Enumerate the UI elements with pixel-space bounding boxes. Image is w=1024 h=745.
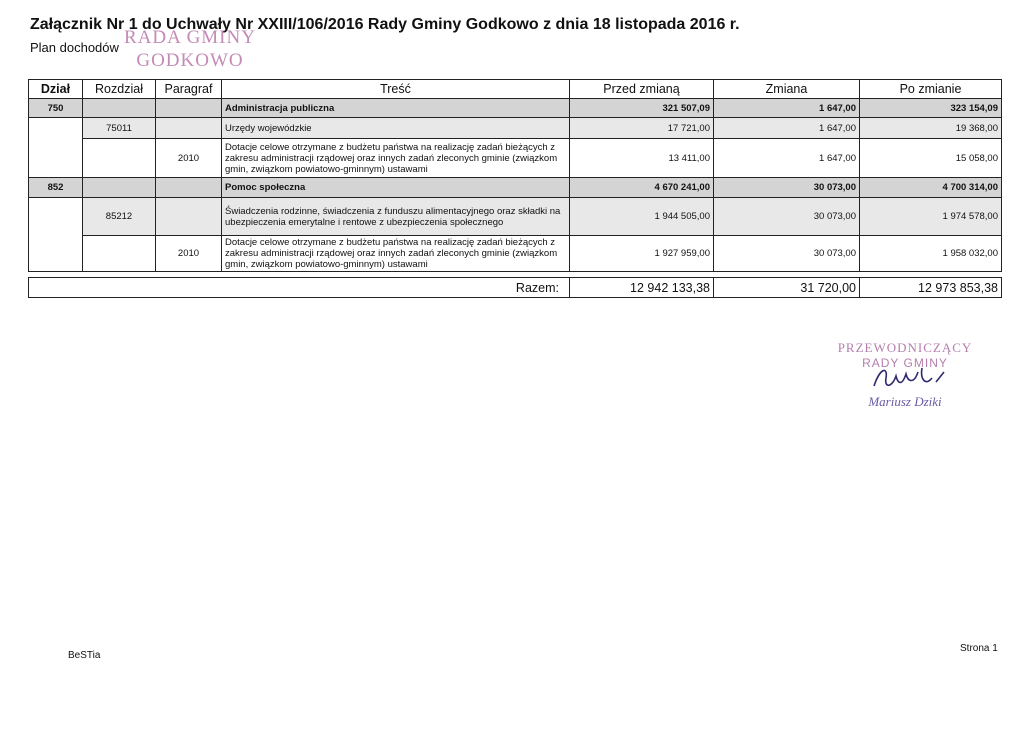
cell-przed: 13 411,00 (570, 139, 714, 178)
signature (870, 362, 950, 394)
stamp-chairman-line: PRZEWODNICZĄCY (837, 340, 973, 355)
cell-zmiana: 1 647,00 (714, 99, 860, 118)
cell-rozdzial: 85212 (83, 198, 156, 236)
cell-tresc: Urzędy wojewódzkie (222, 118, 570, 139)
cell-dzial: 750 (29, 99, 83, 118)
cell-zmiana: 1 647,00 (714, 139, 860, 178)
table-row (29, 118, 1002, 139)
cell-przed: 321 507,09 (570, 99, 714, 118)
cell-tresc: Dotacje celowe otrzymane z budżetu państwa na realizację zadań bieżących z zakresu administracji rządowej oraz innych zadań zleconych gminie (związkom gmin, związkom powiatowo-gminnym) ustawami (222, 236, 570, 272)
table-row (29, 236, 1002, 272)
cell-dzial (29, 198, 83, 272)
header-paragraf: Paragraf (156, 80, 222, 99)
page-number: Strona 1 (960, 643, 998, 654)
cell-zmiana: 30 073,00 (714, 198, 860, 236)
summary-zmiana: 31 720,00 (714, 278, 860, 298)
cell-rozdzial: 75011 (83, 118, 156, 139)
summary-przed: 12 942 133,38 (570, 278, 714, 298)
table-header-row (29, 80, 1002, 99)
cell-przed: 1 927 959,00 (570, 236, 714, 272)
cell-po: 4 700 314,00 (860, 178, 1002, 198)
cell-tresc: Pomoc społeczna (222, 178, 570, 198)
footer-software-name: BeSTia (68, 650, 101, 661)
summary-row (29, 278, 1002, 298)
cell-przed: 17 721,00 (570, 118, 714, 139)
table-row (29, 198, 1002, 236)
cell-paragraf (156, 118, 222, 139)
table-row (29, 99, 1002, 118)
summary-po: 12 973 853,38 (860, 278, 1002, 298)
cell-po: 1 958 032,00 (860, 236, 1002, 272)
cell-zmiana: 30 073,00 (714, 178, 860, 198)
cell-tresc: Administracja publiczna (222, 99, 570, 118)
header-tresc: Treść (222, 80, 570, 99)
summary-label: Razem: (29, 278, 570, 298)
cell-przed: 4 670 241,00 (570, 178, 714, 198)
table-row (29, 178, 1002, 198)
cell-paragraf: 2010 (156, 236, 222, 272)
cell-po: 19 368,00 (860, 118, 1002, 139)
cell-po: 1 974 578,00 (860, 198, 1002, 236)
header-po-zmianie: Po zmianie (860, 80, 1002, 99)
cell-tresc: Świadczenia rodzinne, świadczenia z funduszu alimentacyjnego oraz składki na ubezpieczenia emerytalne i rentowe z ubezpieczenia społecznego (222, 198, 570, 236)
header-przed-zmiana: Przed zmianą (570, 80, 714, 99)
document-title: Załącznik Nr 1 do Uchwały Nr XXIII/106/2016 Rady Gminy Godkowo z dnia 18 listopada 2016 r. (30, 16, 740, 33)
stamp-line-2: GODKOWO (136, 50, 244, 71)
council-stamp (100, 26, 280, 72)
income-plan-table (28, 79, 1002, 272)
stamp-line-1: RADA GMINY (124, 27, 256, 48)
cell-zmiana: 30 073,00 (714, 236, 860, 272)
cell-paragraf: 2010 (156, 139, 222, 178)
cell-zmiana: 1 647,00 (714, 118, 860, 139)
cell-paragraf (156, 198, 222, 236)
cell-paragraf (156, 178, 222, 198)
cell-paragraf (156, 99, 222, 118)
stamp-name: Mariusz Dziki (868, 394, 942, 409)
summary-table (28, 277, 1002, 298)
cell-po: 323 154,09 (860, 99, 1002, 118)
stamp-council-line: RADY GMINY (862, 356, 948, 370)
header-rozdzial: Rozdział (83, 80, 156, 99)
cell-tresc: Dotacje celowe otrzymane z budżetu państwa na realizację zadań bieżących z zakresu administracji rządowej oraz innych zadań zleconych gminie (związkom gmin, związkom powiatowo-gminnym) ustawami (222, 139, 570, 178)
cell-przed: 1 944 505,00 (570, 198, 714, 236)
cell-dzial (29, 118, 83, 178)
table-row (29, 139, 1002, 178)
cell-rozdzial (83, 99, 156, 118)
header-dzial: Dział (29, 80, 83, 99)
cell-po: 15 058,00 (860, 139, 1002, 178)
document-subtitle: Plan dochodów (30, 40, 119, 55)
cell-rozdzial (83, 178, 156, 198)
cell-dzial: 852 (29, 178, 83, 198)
header-zmiana: Zmiana (714, 80, 860, 99)
cell-rozdzial (83, 236, 156, 272)
cell-rozdzial (83, 139, 156, 178)
